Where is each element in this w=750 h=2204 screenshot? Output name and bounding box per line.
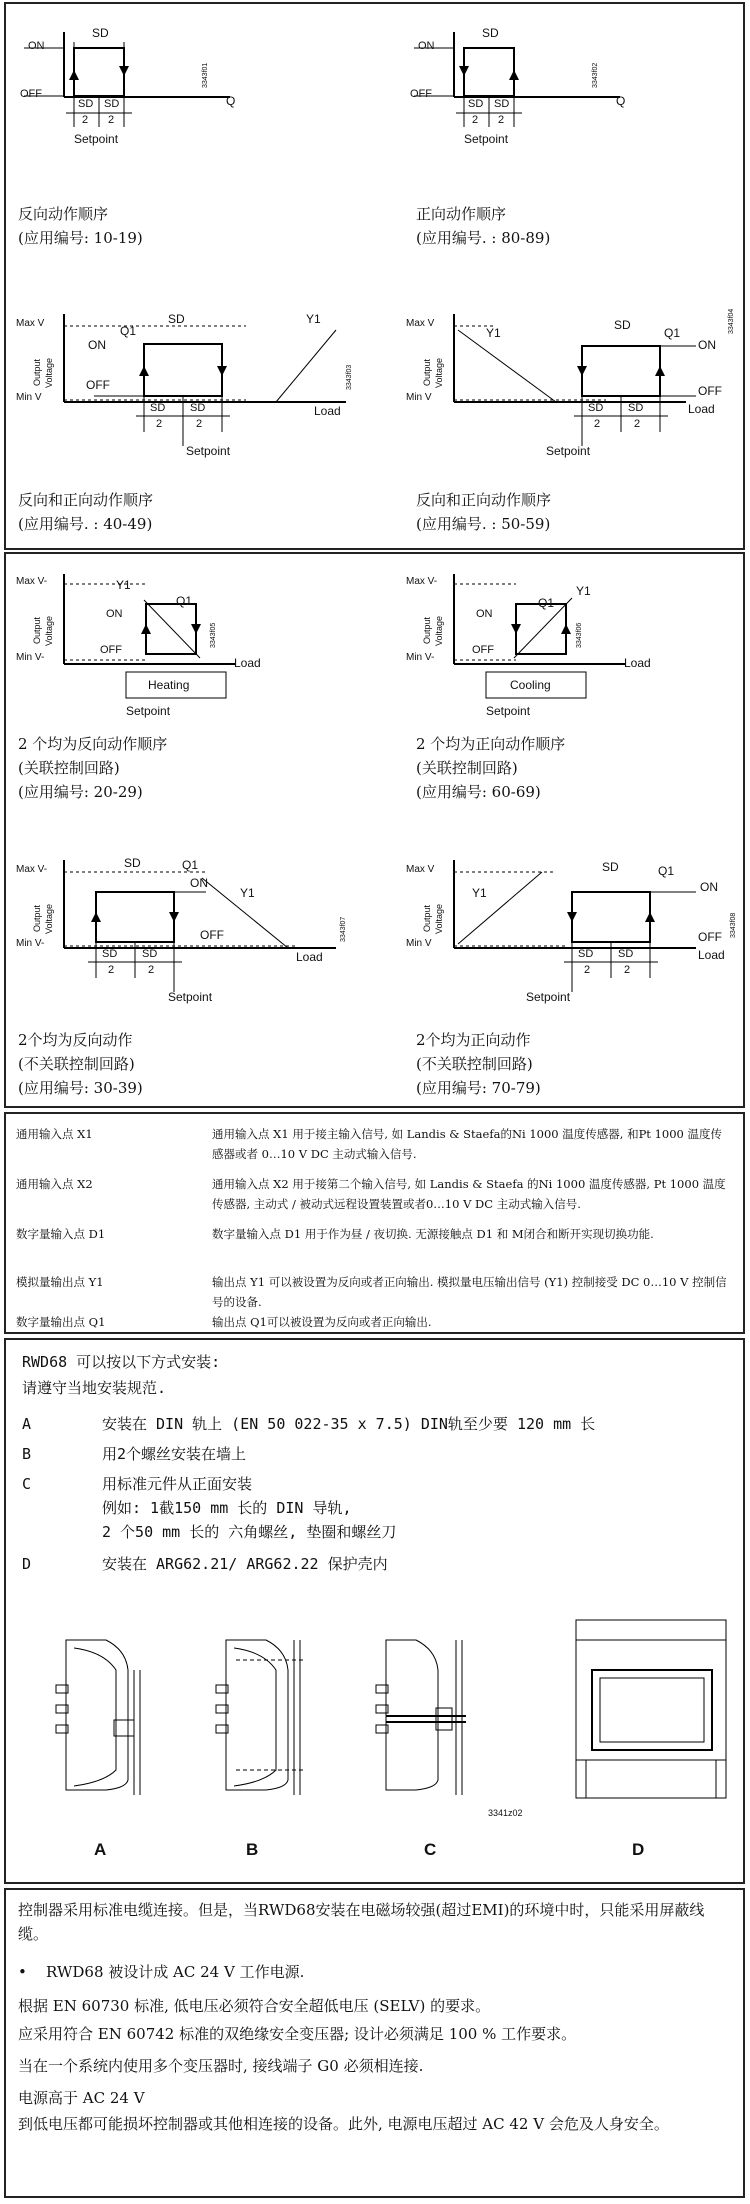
off-label: OFF: [86, 378, 110, 392]
load-label: Load: [624, 656, 651, 670]
min-v-label: Min V: [406, 392, 432, 403]
y1-label: Y1: [576, 584, 591, 598]
caption-dual-reverse-independent: 2个均为反向动作 (不关联控制回路) (应用编号: 30-39): [18, 1031, 143, 1097]
wiring-warning: 到低电压都可能损坏控制器或其他相连接的设备。此外, 电源电压超过 AC 42 V 会危及人身安全。: [18, 2115, 669, 2133]
load-label: Load: [698, 948, 725, 962]
caption-dual-reverse-linked: 2 个均为反向动作顺序 (关联控制回路) (应用编号: 20-29): [18, 735, 168, 801]
voltage-label: Voltage: [44, 357, 54, 388]
sd-half-label: SD: [190, 402, 206, 414]
figure-code: 3343f01: [202, 62, 209, 88]
wiring-transformer-note: 应采用符合 EN 60742 标准的双绝缘安全变压器; 设计必须满足 100 % 工作要求。: [18, 2025, 577, 2043]
setpoint-label: Setpoint: [74, 132, 119, 146]
sd-half-label: SD: [468, 98, 484, 110]
min-v-label: Min V-: [16, 652, 45, 663]
load-label: Load: [234, 656, 261, 670]
y1-label: Y1: [116, 578, 131, 592]
two-label: 2: [148, 964, 155, 976]
diagram-dual-reverse-independent: [16, 850, 347, 1004]
q-label: Q: [616, 94, 626, 108]
caption-dual-direct-linked: 2 个均为正向动作顺序 (关联控制回路) (应用编号: 60-69): [416, 735, 566, 801]
diagram-heating: [16, 564, 316, 718]
wiring-g0-note: 当在一个系统内使用多个变压器时, 接线端子 G0 必须相连接.: [18, 2057, 424, 2075]
two-label: 2: [472, 114, 479, 126]
panel-single-sequences: [4, 2, 745, 550]
install-item-letter: B: [22, 1445, 32, 1463]
sd-half-label: SD: [588, 402, 604, 414]
heating-label: Heating: [148, 678, 190, 692]
sd-label: SD: [168, 312, 185, 326]
min-v-label: Min V-: [16, 938, 45, 949]
figure-label-d: D: [632, 1840, 645, 1859]
diagram-reverse-direct-1: [16, 304, 353, 458]
max-v-label: Max V: [406, 864, 435, 875]
y1-label: Y1: [306, 312, 321, 326]
panel-io-table: [4, 1112, 745, 1334]
caption-reverse-direct-2: 反向和正向动作顺序 (应用编号. : 50-59): [416, 491, 552, 533]
figure-label-b: B: [246, 1840, 259, 1859]
setpoint-label: Setpoint: [486, 704, 531, 718]
diagram-dual-direct-independent: [406, 850, 737, 1004]
figure-label-a: A: [94, 1840, 107, 1859]
install-item-text: 安装在 ARG62.21/ ARG62.22 保护壳内: [102, 1555, 388, 1573]
sd-half-label: SD: [578, 948, 594, 960]
off-label: OFF: [200, 928, 224, 942]
mounting-figure-a: [46, 1630, 156, 1800]
caption-reverse: 反向动作顺序 (应用编号: 10-19): [18, 205, 143, 247]
sd-label: SD: [602, 860, 619, 874]
figure-code: 3343f06: [576, 622, 583, 648]
diagram-reverse-action: [16, 26, 316, 172]
min-v-label: Min V: [406, 938, 432, 949]
min-v-label: Min V-: [406, 652, 435, 663]
two-label: 2: [196, 418, 203, 430]
output-label: Output: [32, 358, 42, 386]
on-label: ON: [418, 40, 435, 52]
install-item-letter: A: [22, 1415, 32, 1433]
install-item-letter: D: [22, 1555, 32, 1573]
two-label: 2: [624, 964, 631, 976]
output-label: Output: [422, 616, 432, 644]
two-label: 2: [156, 418, 163, 430]
two-label: 2: [594, 418, 601, 430]
mounting-figure-c: [366, 1630, 476, 1800]
wiring-selv-note: 根据 EN 60730 标准, 低电压必须符合安全超低电压 (SELV) 的要求。: [18, 1997, 491, 2015]
on-label: ON: [698, 338, 716, 352]
io-row: 模拟量输出点 Y1 输出点 Y1 可以被设置为反向或者正向输出. 模拟量电压输出信号 (Y1) 控制接受 DC 0…10 V 控制信号的设备.: [16, 1275, 727, 1309]
voltage-label: Voltage: [44, 615, 54, 646]
figure-code: 3343f03: [346, 364, 353, 390]
off-label: OFF: [698, 930, 722, 944]
wiring-bullet: •: [18, 1963, 27, 1981]
figure-label-c: C: [424, 1840, 437, 1859]
sd-half-label: SD: [142, 948, 158, 960]
figure-code: 3343f04: [728, 308, 735, 334]
install-item-text: 安装在 DIN 轨上 (EN 50 022-35 x 7.5) DIN轨至少要 120 mm 长: [102, 1415, 596, 1433]
install-item-letter: C: [22, 1475, 32, 1493]
figure-code: 3343f02: [592, 62, 599, 88]
sd-half-label: SD: [78, 98, 94, 110]
install-item-text: 2 个50 mm 长的 六角螺丝, 垫圈和螺丝刀: [102, 1523, 397, 1541]
wiring-power-note: RWD68 被设计成 AC 24 V 工作电源.: [46, 1963, 305, 1981]
io-row: 数字量输入点 D1 数字量输入点 D1 用于作为昼 / 夜切换. 无源接触点 D1 和 M闭合和断开实现切换功能.: [16, 1227, 654, 1241]
figure-code: 3343f07: [340, 916, 347, 942]
install-item-text: 用标准元件从正面安装: [102, 1475, 253, 1493]
sd-half-label: SD: [628, 402, 644, 414]
setpoint-label: Setpoint: [168, 990, 213, 1004]
diagram-cooling: [406, 564, 706, 718]
on-label: ON: [106, 608, 123, 620]
voltage-label: Voltage: [44, 903, 54, 934]
setpoint-label: Setpoint: [186, 444, 231, 458]
sd-label: SD: [614, 318, 631, 332]
on-label: ON: [190, 876, 208, 890]
diagram-direct-action: [406, 26, 706, 172]
two-label: 2: [82, 114, 89, 126]
figure-code: 3343f08: [730, 912, 737, 938]
off-label: OFF: [698, 384, 722, 398]
q1-label: Q1: [176, 594, 193, 608]
y1-label: Y1: [486, 326, 501, 340]
sd-half-label: SD: [494, 98, 510, 110]
two-label: 2: [634, 418, 641, 430]
load-label: Load: [296, 950, 323, 964]
output-label: Output: [32, 616, 42, 644]
output-label: Output: [32, 904, 42, 932]
off-label: OFF: [100, 644, 122, 656]
wiring-paragraph: 控制器采用标准电缆连接。但是，当RWD68安装在电磁场较强(超过EMI)的环境中时，只能采用屏蔽线缆。: [18, 1901, 705, 1943]
voltage-label: Voltage: [434, 903, 444, 934]
setpoint-label: Setpoint: [464, 132, 509, 146]
setpoint-label: Setpoint: [526, 990, 571, 1004]
voltage-label: Voltage: [434, 357, 444, 388]
caption-reverse-direct-1: 反向和正向动作顺序 (应用编号. : 40-49): [18, 491, 154, 533]
figure-code: 3343f05: [210, 622, 217, 648]
min-v-label: Min V: [16, 392, 42, 403]
two-label: 2: [584, 964, 591, 976]
output-label: Output: [422, 358, 432, 386]
q1-label: Q1: [538, 596, 555, 610]
voltage-label: Voltage: [434, 615, 444, 646]
sd-half-label: SD: [102, 948, 118, 960]
installation-intro: RWD68 可以按以下方式安装:: [22, 1353, 221, 1371]
installation-intro-note: 请遵守当地安装规范.: [22, 1379, 167, 1397]
setpoint-label: Setpoint: [546, 444, 591, 458]
max-v-label: Max V: [406, 318, 435, 329]
install-item-text: 用2个螺丝安装在墙上: [102, 1445, 247, 1463]
mounting-figure-d: [566, 1610, 736, 1810]
on-label: ON: [700, 880, 718, 894]
y1-label: Y1: [240, 886, 255, 900]
panel-installation: [4, 1338, 745, 1884]
on-label: ON: [476, 608, 493, 620]
q-label: Q: [226, 94, 236, 108]
sd-half-label: SD: [150, 402, 166, 414]
max-v-label: Max V-: [16, 576, 48, 587]
sd-label: SD: [124, 856, 141, 870]
sd-half-label: SD: [104, 98, 120, 110]
caption-direct: 正向动作顺序 (应用编号. : 80-89): [416, 205, 551, 247]
io-row: 通用输入点 X1 通用输入点 X1 用于接主输入信号, 如 Landis & Staefa的Ni 1000 温度传感器, 和Pt 1000 温度传感器或者 0…10 V DC 主动式输入信号.: [16, 1127, 723, 1161]
sd-label: SD: [92, 26, 109, 40]
on-label: ON: [28, 40, 45, 52]
two-label: 2: [498, 114, 505, 126]
setpoint-label: Setpoint: [126, 704, 171, 718]
cooling-label: Cooling: [510, 678, 551, 692]
y1-label: Y1: [472, 886, 487, 900]
diagram-reverse-direct-2: [406, 304, 735, 458]
install-item-text: 例如: 1截150 mm 长的 DIN 导轨,: [102, 1499, 352, 1517]
max-v-label: Max V-: [406, 576, 438, 587]
two-label: 2: [108, 964, 115, 976]
max-v-label: Max V-: [16, 864, 48, 875]
load-label: Load: [314, 404, 341, 418]
sd-label: SD: [482, 26, 499, 40]
caption-dual-direct-independent: 2个均为正向动作 (不关联控制回路) (应用编号: 70-79): [416, 1031, 541, 1097]
figure-code: 3341z02: [488, 1808, 523, 1818]
panel-wiring: [4, 1888, 745, 2198]
q1-label: Q1: [664, 326, 681, 340]
mounting-figure-b: [206, 1630, 316, 1800]
sd-half-label: SD: [618, 948, 634, 960]
max-v-label: Max V: [16, 318, 45, 329]
two-label: 2: [108, 114, 115, 126]
io-row: 数字量输出点 Q1 输出点 Q1可以被设置为反向或者正向输出.: [16, 1315, 432, 1329]
io-row: 通用输入点 X2 通用输入点 X2 用于接第二个输入信号, 如 Landis & Staefa 的Ni 1000 温度传感器, Pt 1000 温度传感器, 主动式 / 被动式远程设置装置或者0…10 V DC 主动式输入信号.: [16, 1177, 726, 1211]
panel-dual-sequences: [4, 552, 745, 1108]
off-label: OFF: [20, 88, 42, 100]
load-label: Load: [688, 402, 715, 416]
on-label: ON: [88, 338, 106, 352]
q1-label: Q1: [120, 324, 137, 338]
wiring-warning-title: 电源高于 AC 24 V: [18, 2089, 145, 2107]
output-label: Output: [422, 904, 432, 932]
q1-label: Q1: [182, 858, 199, 872]
off-label: OFF: [472, 644, 494, 656]
q1-label: Q1: [658, 864, 675, 878]
off-label: OFF: [410, 88, 432, 100]
